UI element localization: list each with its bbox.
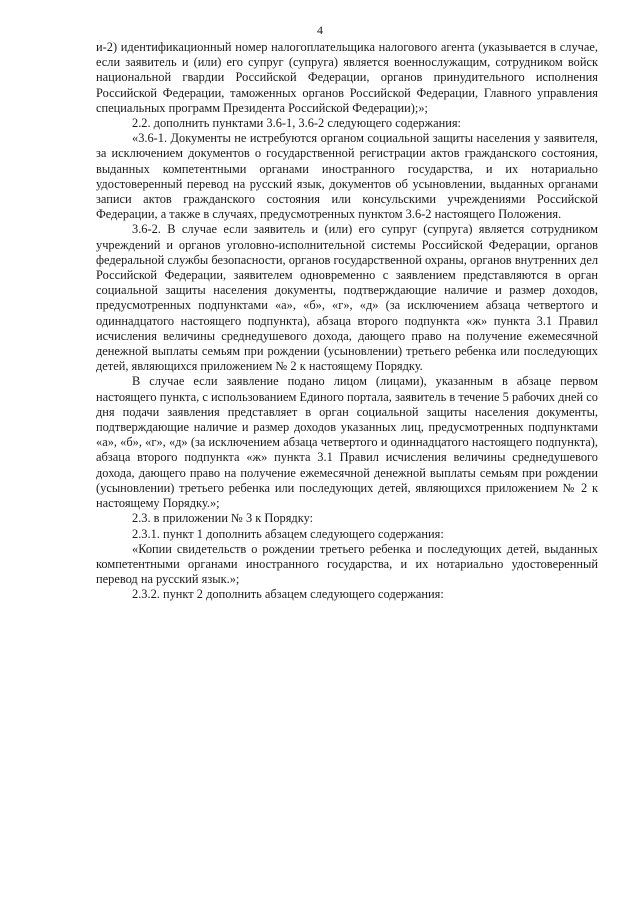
page-number: 4	[317, 23, 323, 37]
paragraph-item-2-3: 2.3. в приложении № 3 к Порядку:	[132, 511, 314, 526]
paragraph-item-copies: «Копии свидетельств о рождении третьего ребенка и последующих детей, выданных компетентными органами иностранного государства, и их нотариально удостоверенный перевод на русский язык.»;	[96, 541, 598, 587]
paragraph-item-2-3-1: 2.3.1. пункт 1 дополнить абзацем следующего содержания:	[132, 526, 444, 541]
paragraph-item-3-6-2-second: В случае если заявление подано лицом (лицами), указанным в абзаце первом настоящего пункта, с использованием Единого портала, заявитель в течение 5 рабочих дней со дня подачи заявления представляет в орган социальной защиты населения документы, подтверждающие наличие и размер доходов указанных лиц, предусмотренных подпунктами «а», «б», «г», «д» (за исключением абзаца четвертого и одиннадцатого настоящего подпункта), абзаца второго подпункта «ж» пункта 3.1 Правил исчисления величины среднедушевого дохода, дающего право на получение ежемесячной денежной выплаты семьям при рождении (усыновлении) третьего ребенка или последующих детей, являющихся приложением № 2 к настоящему Порядку.»;	[96, 374, 598, 511]
paragraph-item-3-6-2: 3.6-2. В случае если заявитель и (или) его супруг (супруга) является сотрудником учреждений и органов уголовно-исполнительной системы Российской Федерации, органов федеральной службы безопасности, органов государственной охраны, органов внутренних дел Российской Федерации, заявителем одновременно с заявлением представляются в орган социальной защиты населения документы, подтверждающие наличие и размер доходов, предусмотренных подпунктами «а», «б», «г», «д» (за исключением абзаца четвертого и одиннадцатого настоящего подпункта), абзаца второго подпункта «ж» пункта 3.1 Правил исчисления величины среднедушевого дохода, дающего право на получение ежемесячной денежной выплаты семьям при рождении (усыновлении) третьего ребенка или последующих детей, являющихся приложением № 2 к настоящему Порядку.	[96, 222, 598, 374]
document-body	[96, 40, 598, 603]
paragraph-item-2-2: 2.2. дополнить пунктами 3.6-1, 3.6-2 следующего содержания:	[132, 116, 461, 131]
paragraph-item-i2: и-2) идентификационный номер налогоплательщика налогового агента (указывается в случае, если заявитель и (или) его супруг (супруга) является военнослужащим, сотрудником войск национальной гвардии Российской Федерации, органов принудительного исполнения Российской Федерации, таможенных органов Российской Федерации, Главного управления специальных программ Президента Российской Федерации);»;	[96, 40, 598, 115]
paragraph-item-2-3-2: 2.3.2. пункт 2 дополнить абзацем следующего содержания:	[132, 587, 444, 602]
paragraph-item-3-6-1: «3.6-1. Документы не истребуются органом социальной защиты населения у заявителя, за исключением документов о государственной регистрации актов гражданского состояния, выданных компетентными органами иностранного государства, и их нотариально удостоверенный перевод на русский язык, документов об усыновлении, выданных органами записи актов гражданского состояния или консульскими учреждениями Российской Федерации, а также в случаях, предусмотренных пунктом 3.6-2 настоящего Положения.	[96, 131, 598, 222]
